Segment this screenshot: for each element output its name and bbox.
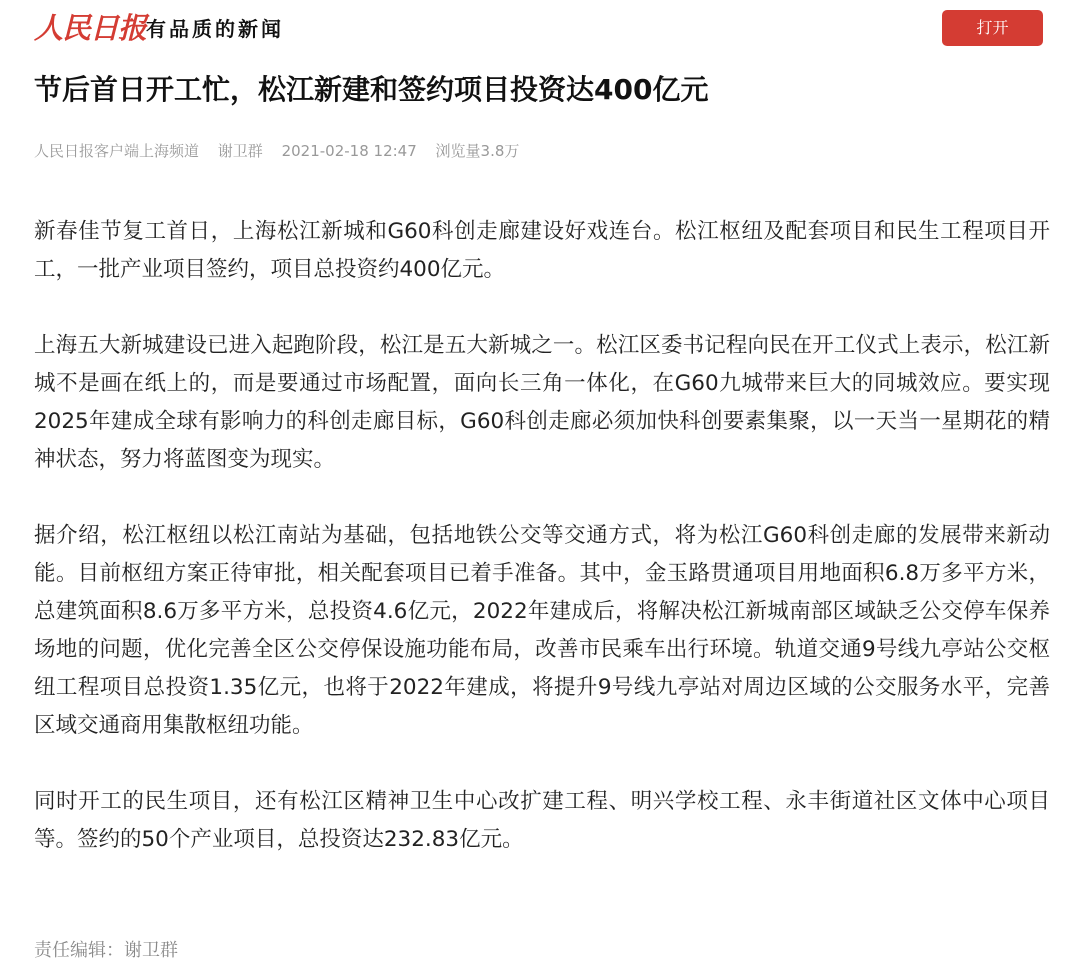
article-paragraph: 同时开工的民生项目，还有松江区精神卫生中心改扩建工程、明兴学校工程、永丰街道社区文体中心项目等。签约的50个产业项目，总投资达232.83亿元。 [34, 789, 1050, 852]
top-bar [0, 0, 1080, 60]
article-title: 节后首日开工忙，松江新建和签约项目投资达400亿元 [34, 73, 709, 106]
article-paragraph: 据介绍，松江枢纽以松江南站为基础，包括地铁公交等交通方式，将为松江G60科创走廊的发展带来新动能。目前枢纽方案正待审批，相关配套项目已着手准备。其中，金玉路贯通项目用地面积6.8万多平方米，总建筑面积8.6万多平方米，总投资4.6亿元，2022年建成后，将解决松江新城南部区域缺乏公交停车保养场地的问题，优化完善全区公交停保设施功能布局，改善市民乘车出行环境。轨道交通9号线九亭站公交枢纽工程项目总投资1.35亿元，也将于2022年建成，将提升9号线九亭站对周边区域的公交服务水平，完善区域交通商用集散枢纽功能。 [34, 523, 1050, 738]
article-paragraph: 新春佳节复工首日，上海松江新城和G60科创走廊建设好戏连台。松江枢纽及配套项目和民生工程项目开工，一批产业项目签约，项目总投资约400亿元。 [34, 219, 1050, 282]
brand-slogan: 有品质的新闻 [146, 17, 284, 41]
open-app-button[interactable]: 打开 [942, 10, 1043, 46]
meta-datetime: 2021-02-18 12:47 [281, 142, 417, 160]
article-body [34, 213, 1050, 859]
meta-views: 浏览量3.8万 [435, 142, 520, 160]
meta-source[interactable]: 人民日报客户端上海频道 [34, 142, 200, 160]
responsible-editor: 责任编辑：谢卫群 [34, 940, 178, 961]
meta-author: 谢卫群 [217, 142, 263, 160]
brand-logo[interactable]: 人民日报 [34, 11, 147, 45]
article-meta [34, 138, 533, 164]
article-paragraph: 上海五大新城建设已进入起跑阶段，松江是五大新城之一。松江区委书记程向民在开工仪式上表示，松江新城不是画在纸上的，而是要通过市场配置，面向长三角一体化，在G60九城带来巨大的同城效应。要实现2025年建成全球有影响力的科创走廊目标，G60科创走廊必须加快科创要素集聚，以一天当一星期花的精神状态，努力将蓝图变为现实。 [34, 333, 1050, 472]
